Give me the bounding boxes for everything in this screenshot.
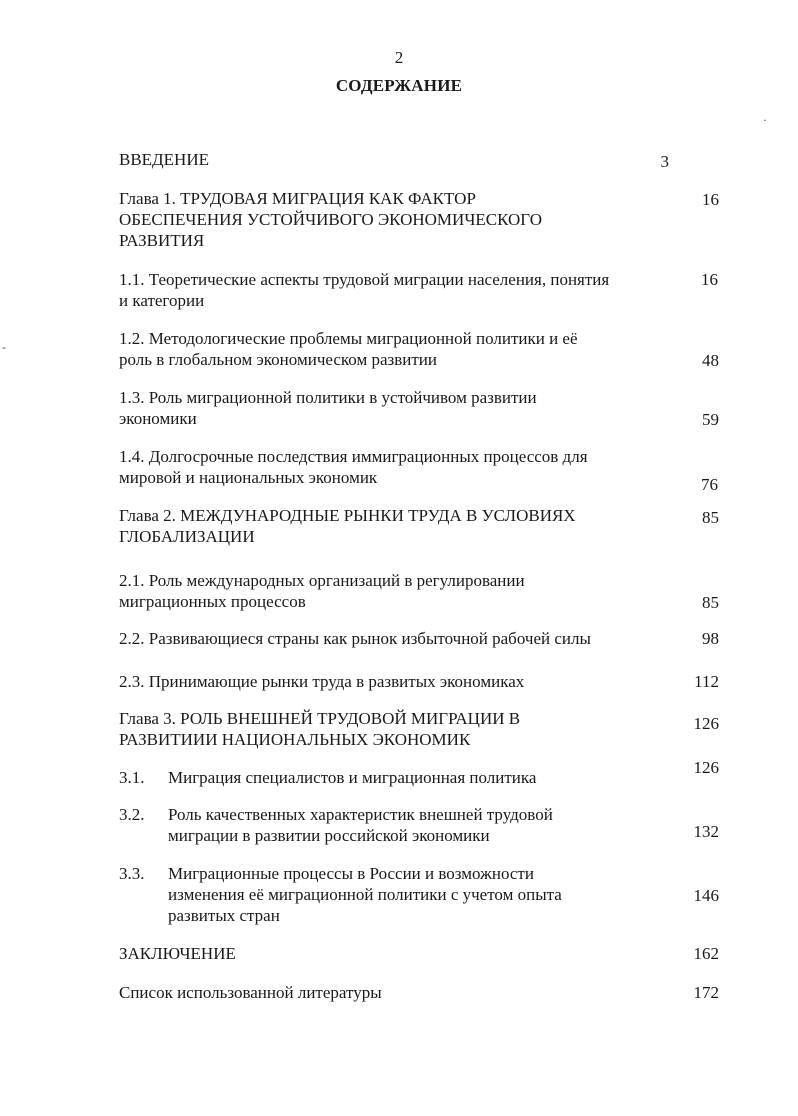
toc-entry-text: 1.1. Теоретические аспекты трудовой миграции населения, понятия и категории: [119, 270, 610, 310]
toc-entry-text: Список использованной литературы: [119, 983, 382, 1002]
toc-entry-page: 59: [702, 410, 719, 429]
toc-entry-page: 76: [701, 475, 718, 494]
toc-entry-text: ЗАКЛЮЧЕНИЕ: [119, 944, 236, 963]
toc-entry-text: Роль качественных характеристик внешней трудовой миграции в развитии российской экономики: [168, 805, 553, 845]
toc-entry-page: 16: [701, 270, 718, 289]
toc-entry-text: Миграция специалистов и миграционная политика: [168, 768, 537, 787]
toc-entry-text: 2.2. Развивающиеся страны как рынок избыточной рабочей силы: [119, 629, 591, 648]
toc-entry-page: 16: [702, 190, 719, 209]
toc-entry-number: 3.2.: [119, 805, 145, 824]
toc-entry-page: 98: [702, 629, 719, 648]
toc-entry-page: 85: [702, 508, 719, 527]
toc-entry-page: 172: [693, 983, 719, 1002]
toc-entry-page: 146: [693, 886, 719, 905]
toc-entry-page: 132: [693, 822, 719, 841]
toc-entry-text: 1.4. Долгосрочные последствия иммиграционных процессов для мировой и национальных экономик: [119, 447, 588, 487]
toc-entry-page: 126: [693, 758, 719, 777]
toc-entry-page: 126: [693, 714, 719, 733]
toc-entry-page: 48: [702, 351, 719, 370]
toc-entry-page: 3: [660, 152, 669, 171]
toc-entry-text: ВВЕДЕНИЕ: [119, 150, 209, 169]
toc-entry-text: 1.3. Роль миграционной политики в устойчивом развитии экономики: [119, 388, 537, 428]
toc-entry-text: 2.3. Принимающие рынки труда в развитых экономиках: [119, 672, 525, 691]
toc-entry-text: Глава 3. РОЛЬ ВНЕШНЕЙ ТРУДОВОЙ МИГРАЦИИ В РАЗВИТИИИ НАЦИОНАЛЬНЫХ ЭКОНОМИК: [119, 709, 521, 749]
toc-entry-number: 3.3.: [119, 864, 145, 883]
toc-entry-text: Глава 2. МЕЖДУНАРОДНЫЕ РЫНКИ ТРУДА В УСЛОВИЯХ ГЛОБАЛИЗАЦИИ: [119, 506, 576, 546]
scan-speck: ·: [763, 113, 767, 127]
toc-entry-text: Миграционные процессы в России и возможности изменения её миграционной политики с учетом опыта развитых стран: [168, 864, 562, 925]
toc-entry-text: 1.2. Методологические проблемы миграционной политики и её роль в глобальном экономическом развитии: [119, 329, 578, 369]
scan-speck: -: [2, 340, 6, 354]
page-title: СОДЕРЖАНИЕ: [335, 76, 463, 95]
toc-entry-number: 3.1.: [119, 768, 145, 787]
toc-entry-text: 2.1. Роль международных организаций в регулировании миграционных процессов: [119, 571, 525, 611]
toc-entry-page: 112: [694, 672, 719, 691]
toc-entry-page: 85: [702, 593, 719, 612]
page-number: 2: [394, 48, 404, 67]
toc-entry-text: Глава 1. ТРУДОВАЯ МИГРАЦИЯ КАК ФАКТОР ОБЕСПЕЧЕНИЯ УСТОЙЧИВОГО ЭКОНОМИЧЕСКОГО РАЗВИТИЯ: [119, 189, 542, 250]
toc-entry-page: 162: [693, 944, 719, 963]
